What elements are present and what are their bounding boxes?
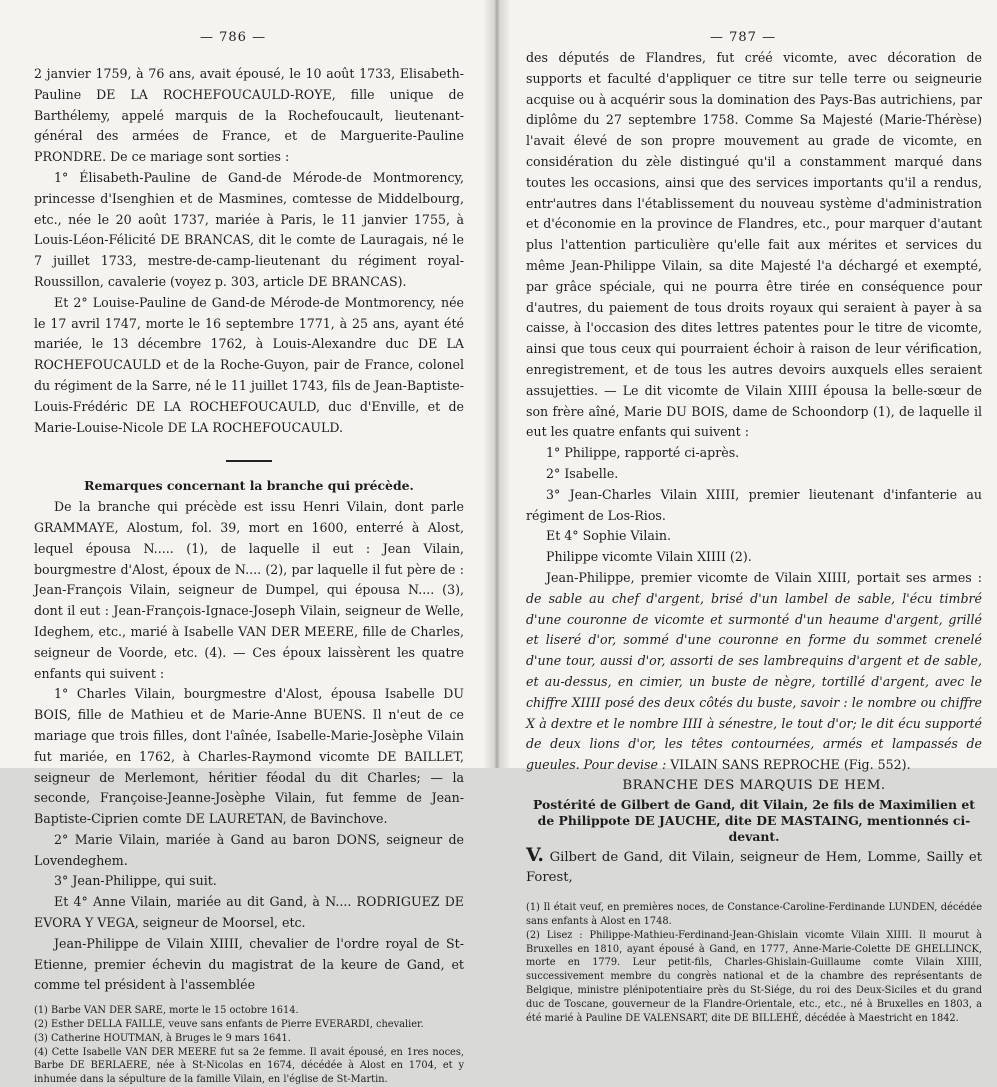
right-page-number: — 787 — [710, 30, 777, 45]
footnote: (2) Esther DELLA FAILLE, veuve sans enfants de Pierre EVERARDI, chevalier. [34, 1019, 424, 1031]
right-paragraph: 1° Philippe, rapporté ci-après. [546, 445, 740, 461]
right-paragraph: 3° Jean-Charles Vilain XIIII, premier lieutenant d'infanterie au régiment de Los-Rios. [526, 486, 982, 523]
arms-intro: Jean-Philippe, premier vicomte de Vilain XIIII, portait ses armes : [546, 569, 982, 585]
right-page [510, 0, 997, 1024]
left-page-body [34, 64, 464, 1087]
book-gutter [483, 0, 511, 768]
right-paragraph: Philippe vicomte Vilain XIIII (2). [546, 549, 752, 565]
right-footnotes [526, 901, 982, 1025]
left-paragraph: 1° Charles Vilain, bourgmestre d'Alost, épousa Isabelle DU BOIS, fille de Mathieu et de Marie-Anne BUENS. Il n'eut de ce mariage que trois filles, dont l'aînée, Isabelle-Marie-Josèphe Vilain fut mariée, en 1762, à Charles-Raymond vicomte DE BAILLET, seigneur de Merlemont, héritier féodal du dit Charles; — la seconde, Françoise-Jeanne-Josèphe Vilain, fut femme de Jean-Baptiste-Ciprien comte DE LAURETAN, de Bavinchove. [34, 686, 464, 827]
arms-motto: VILAIN SANS REPROCHE (Fig. 552). [670, 757, 911, 773]
generation-numeral: V. [526, 843, 545, 866]
section-title: Remarques concernant la branche qui précède. [84, 478, 414, 494]
generation-line [526, 845, 982, 890]
branch-title: BRANCHE DES MARQUIS DE HEM. [622, 777, 886, 793]
right-paragraph: Et 4° Sophie Vilain. [546, 528, 672, 544]
posterity-title: Postérité de Gilbert de Gand, dit Vilain, 2e fils de Maximilien et de Philippote DE JAUCHE, dite DE MASTAING, mentionnés ci-devant. [533, 796, 975, 844]
left-page-number: — 786 — [200, 30, 267, 45]
generation-text: Gilbert de Gand, dit Vilain, seigneur de Hem, Lomme, Sailly et Forest, [526, 849, 982, 886]
footnote: (4) Cette Isabelle VAN DER MEERE fut sa 2e femme. Il avait épousé, en 1res noces, Barbe DE BERLAERE, née à St-Nicolas en 1674, décédée à Alost en 1704, et y inhumée dans la sépulture de la famille Vilain, en l'église de St-Martin. [34, 1046, 464, 1086]
arms-paragraph [526, 568, 982, 776]
left-paragraph: Jean-Philippe de Vilain XIIII, chevalier de l'ordre royal de St-Etienne, premier échevin du magistrat de la keure de Gand, et comme tel président à l'assemblée [34, 935, 464, 993]
left-paragraph: De la branche qui précède est issu Henri Vilain, dont parle GRAMMAYE, Alostum, fol. 39, mort en 1600, enterré à Alost, lequel épousa N..... (1), de laquelle il eut : Jean Vilain, bourgmestre d'Alost, époux de N.... (2), par laquelle il fut père de : Jean-François Vilain, seigneur de Dumpel, qui épousa N.... (3), dont il eut : Jean-François-Ignace-Joseph Vilain, seigneur de Welle, Ideghem, etc., marié à Isabelle VAN DER MEERE, fille de Charles, seigneur de Voorde, etc. (4). — Ces époux laissèrent les quatre enfants qui suivent : [34, 499, 464, 681]
left-paragraph: Et 4° Anne Vilain, mariée au dit Gand, à N.... RODRIGUEZ DE EVORA Y VEGA, seigneur de Moorsel, etc. [34, 894, 464, 931]
footnote: (1) Barbe VAN DER SARE, morte le 15 octobre 1614. [34, 1005, 299, 1017]
left-paragraph: 3° Jean-Philippe, qui suit. [54, 873, 217, 889]
footnote: (1) Il était veuf, en premières noces, de Constance-Caroline-Ferdinande LUNDEN, décédée sans enfants à Alost en 1748. [526, 902, 982, 928]
right-page-body [526, 48, 982, 1025]
section-divider [226, 460, 272, 462]
left-footnotes [34, 1004, 464, 1087]
footnote: (3) Catherine HOUTMAN, à Bruges le 9 mars 1641. [34, 1032, 291, 1044]
footnote: (2) Lisez : Philippe-Mathieu-Ferdinand-Jean-Ghislain vicomte Vilain XIIII. Il mourut à Bruxelles en 1810, ayant épousé à Gand, en 1777, Anne-Marie-Colette DE GHELLINCK, morte en 1779. Leur petit-fils, Charles-Ghislain-Guillaume comte Vilain XIIII, successivement membre du congrès national et de la chambre des représentants de Belgique, ministre plénipotentiaire près du St-Siége, du roi des Deux-Siciles et du grand duc de Toscane, gouverneur de la Flandre-Orientale, etc., etc., né à Bruxelles en 1803, a été marié à Pauline DE VALENSART, dite DE BILLEHÉ, décédée à Maestricht en 1842. [526, 929, 982, 1024]
left-paragraph: 1° Élisabeth-Pauline de Gand-de Mérode-de Montmorency, princesse d'Isenghien et de Masmines, comtesse de Middelbourg, etc., née le 20 août 1737, mariée à Paris, le 11 janvier 1755, à Louis-Léon-Félicité DE BRANCAS, dit le comte de Lauragais, né le 7 juillet 1733, mestre-de-camp-lieutenant du régiment royal-Roussillon, cavalerie (voyez p. 303, article DE BRANCAS). [34, 169, 464, 289]
left-paragraph: Et 2° Louise-Pauline de Gand-de Mérode-de Montmorency, née le 17 avril 1747, morte le 16 septembre 1771, à 25 ans, ayant été mariée, le 13 décembre 1762, à Louis-Alexandre duc DE LA ROCHEFOUCAULD et de la Roche-Guyon, pair de France, colonel du régiment de la Sarre, né le 11 juillet 1743, fils de Jean-Baptiste-Louis-Frédéric DE LA ROCHEFOUCAULD, duc d'Enville, et de Marie-Louise-Nicole DE LA ROCHEFOUCAULD. [34, 294, 464, 435]
arms-blazon: de sable au chef d'argent, brisé d'un lambel de sable, l'écu timbré d'une couronne de vicomte et surmonté d'un heaume d'argent, grillé et liseré d'or, sommé d'une couronne en forme du sommet crenelé d'une tour, aussi d'or, assorti de ses lambrequins d'argent et de sable, et au-dessus, en cimier, un buste de nègre, tortillé d'argent, avec le chiffre XIIII posé des deux côtés du buste, savoir : le nombre ou chiffre X à dextre et le nombre IIII à sénestre, le tout d'or; le dit écu supporté de deux lions d'or, les têtes contournées, armés et lampassés de gueules. Pour devise : [526, 590, 982, 773]
left-paragraph: 2° Marie Vilain, mariée à Gand au baron DONS, seigneur de Lovendeghem. [34, 831, 464, 868]
right-paragraph: 2° Isabelle. [546, 465, 619, 481]
right-paragraph: des députés de Flandres, fut créé vicomte, avec décoration de supports et faculté d'appliquer ce titre sur telle terre ou seigneurie acquise ou à acquérir sous la domination des Pays-Bas autrichiens, par diplôme du 27 septembre 1758. Comme Sa Majesté (Marie-Thérèse) l'avait élevé de son propre mouvement au grade de vicomte, en considération du zèle distingué qu'il a constamment marqué dans toutes les occasions, ainsi que des services importants qu'il a rendus, entr'autres dans l'établissement du nouveau système d'administration et d'économie en la province de Flandres, etc., pour marquer d'autant plus l'attention particulière qu'elle fait aux mérites et services du même Jean-Philippe Vilain, sa dite Majesté l'a déchargé et exempté, par grâce spéciale, qui ne pourra être tirée en conséquence pour d'autres, du paiement de tous droits royaux qui seraient à payer à sa caisse, à l'occasion des dites lettres patentes pour le titre de vicomte, ainsi que tous ceux qui pourraient échoir à raison de leur vérification, enregistrement, et de tous les autres devoirs auxquels elles seraient assujetties. — Le dit vicomte de Vilain XIIII épousa la belle-sœur de son frère aîné, Marie DU BOIS, dame de Schoondorp (1), de laquelle il eut les quatre enfants qui suivent : [526, 50, 982, 440]
left-paragraph: 2 janvier 1759, à 76 ans, avait épousé, le 10 août 1733, Elisabeth-Pauline DE LA ROCHEFOUCAULD-ROYE, fille unique de Barthélemy, appelé marquis de la Rochefoucault, lieutenant-général des armées de France, et de Marguerite-Pauline PRONDRE. De ce mariage sont sorties : [34, 66, 464, 165]
left-page [0, 0, 484, 1086]
